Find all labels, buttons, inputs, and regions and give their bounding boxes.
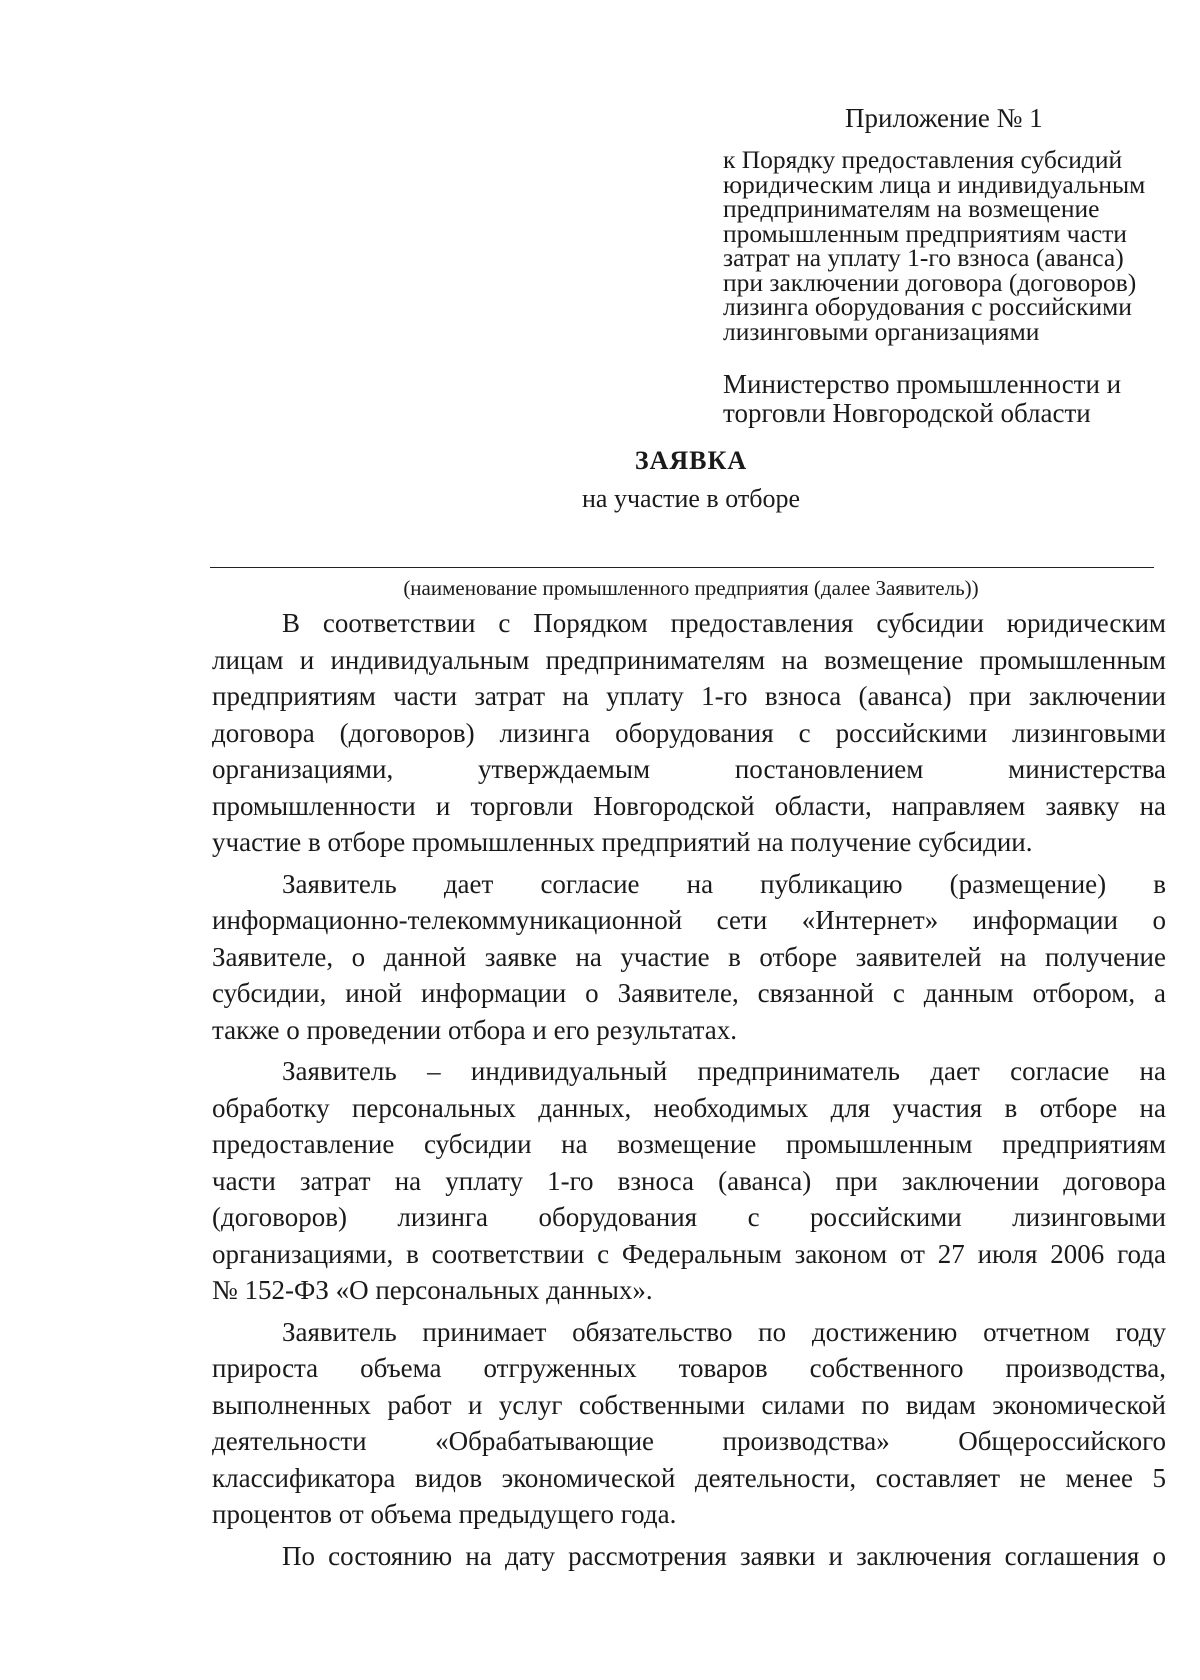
text-line: информационно-телекоммуникационной сети «Интернет» информации о (212, 905, 1166, 935)
appendix-line: затрат на уплату 1-го взноса (аванса) (723, 243, 1124, 272)
text-line: обработку персональных данных, необходимых для участия в отборе на (212, 1092, 1166, 1123)
text-line: предприятиям части затрат на уплату 1-го взноса (аванса) при заключении (212, 681, 1166, 711)
appendix-line: при заключении договора (договоров) (723, 267, 1137, 297)
text-line: Заявитель принимает обязательство по достижению отчетном году (282, 1316, 1166, 1347)
appendix-title: Приложение № 1 (845, 103, 1043, 133)
appendix-reference (723, 145, 1183, 346)
paragraph-4 (212, 1314, 1166, 1533)
addressee (723, 370, 1183, 428)
text-line: классификатора видов экономической деятельности, составляет не менее 5 (212, 1462, 1166, 1493)
text-line: процентов от объема предыдущего года. (212, 1499, 677, 1529)
paragraph-5 (212, 1538, 1166, 1575)
appendix-line: предпринимателям на возмещение (723, 194, 1100, 223)
text-line: выполненных работ и услуг собственными силами по видам экономической (212, 1389, 1166, 1420)
text-line: организациями, утверждаемым постановлением министерства (212, 754, 1166, 784)
text-line: промышленности и торговли Новгородской области, направляем заявку на (212, 790, 1166, 821)
text-line: организациями, в соответствии с Федеральным законом от 27 июля 2006 года (212, 1238, 1166, 1269)
paragraph-2 (212, 866, 1166, 1049)
text-line: (договоров) лизинга оборудования с российскими лизинговыми (212, 1202, 1166, 1232)
text-line: договора (договоров) лизинга оборудования с российскими лизинговыми (212, 717, 1166, 748)
text-line: участие в отборе промышленных предприятий на получение субсидии. (212, 827, 1033, 857)
text-line: В соответствии с Порядком предоставления субсидии юридическим (282, 608, 1166, 638)
document-subtitle: на участие в отборе (582, 484, 800, 513)
applicant-name-caption: (наименование промышленного предприятия (далее Заявитель)) (403, 576, 979, 600)
paragraph-1 (212, 605, 1166, 861)
text-line: Заявителе, о данной заявке на участие в отборе заявителей на получение (212, 941, 1166, 972)
text-line: По состоянию на дату рассмотрения заявки и заключения соглашения о (282, 1540, 1166, 1571)
text-line: Заявитель дает согласие на публикацию (размещение) в (282, 868, 1166, 899)
addressee-line: торговли Новгородской области (723, 398, 1091, 428)
text-line: Заявитель – индивидуальный предприниматель дает согласие на (282, 1056, 1166, 1086)
text-line: предоставление субсидии на возмещение промышленным предприятиям (212, 1129, 1166, 1159)
text-line: прироста объема отгруженных товаров собственного производства, (212, 1353, 1166, 1383)
appendix-line: юридическим лица и индивидуальным (723, 169, 1146, 199)
text-line: также о проведении отбора и его результатах. (212, 1014, 738, 1045)
appendix-line: к Порядку предоставления субсидий (723, 145, 1123, 174)
appendix-line: промышленным предприятиям части (723, 218, 1127, 248)
text-line: субсидии, иной информации о Заявителе, связанной с данным отбором, а (212, 978, 1166, 1008)
appendix-line: лизинговыми организациями (723, 316, 1040, 346)
paragraph-3 (212, 1053, 1166, 1309)
text-line: № 152-ФЗ «О персональных данных». (212, 1275, 653, 1305)
text-line: деятельности «Обрабатывающие производства» Общероссийского (212, 1426, 1166, 1456)
text-line: части затрат на уплату 1-го взноса (аванса) при заключении договора (212, 1165, 1166, 1196)
document-title: ЗАЯВКА (634, 446, 748, 475)
appendix-line: лизинга оборудования с российскими (723, 292, 1132, 321)
addressee-line: Министерство промышленности и (723, 369, 1122, 399)
application-body (212, 605, 1166, 1574)
applicant-name-blank-line (210, 567, 1154, 568)
text-line: лицам и индивидуальным предпринимателям на возмещение промышленным (212, 644, 1166, 675)
